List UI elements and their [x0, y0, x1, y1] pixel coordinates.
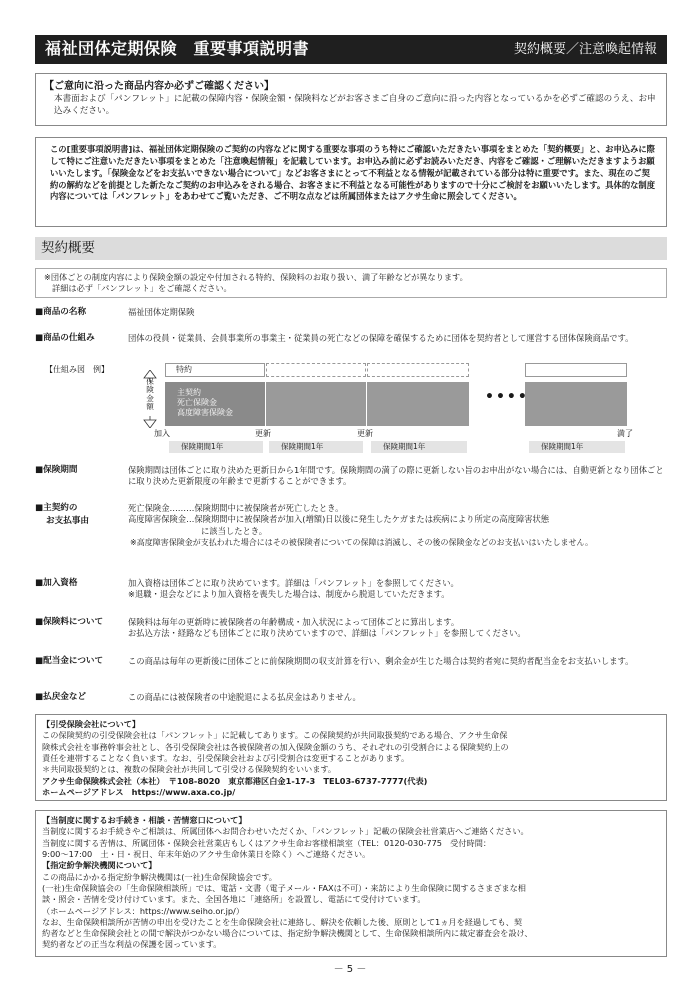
eligibility-body [128, 578, 668, 601]
diagram-label: 【仕組み図 例】 [45, 365, 109, 374]
rider-segment-renewal-2 [367, 363, 469, 377]
main-contract-disability-line-cont: に該当したとき。 [201, 525, 268, 536]
main-contract-death-line: 死亡保険金………保険期間中に被保険者が死亡したとき。 [128, 503, 344, 513]
dispute-line-1: この商品にかかる指定紛争解決機関は(一社)生命保険協会です。 [42, 871, 277, 882]
procedure-heading: 【当制度に関するお手続き・相談・苦情窓口について】 [42, 815, 247, 825]
mechanism-label: ■商品の仕組み [35, 333, 95, 343]
underwriter-line-1: この保険契約の引受保険会社は「パンフレット」に記載してあります。この保険契約が共同取扱契約である場合、アクサ生命保 [42, 730, 508, 741]
underwriter-heading: 【引受保険会社について】 [42, 719, 141, 729]
tick-expire: 満了 [617, 429, 633, 438]
period-label: ■保険期間 [35, 465, 78, 475]
dispute-line-4[interactable]: （ホームページアドレス：https://www.seiho.or.jp/） [42, 905, 245, 916]
page-number: － 5 － [333, 964, 367, 975]
period-bar-1: 保険期間1年 [169, 441, 263, 453]
dispute-line-3: 談・照会・苦情を受け付けています。また、全国各地に「連絡所」を設置し、電話にて受付けています。 [42, 894, 426, 905]
top-note-box [35, 268, 667, 298]
rider-segment-renewal-1 [266, 363, 366, 377]
period-bar-3: 保険期間1年 [371, 441, 467, 453]
premium-line-2: お払込方法・経路なども団体ごとに取り決めていますので、詳細は「パンフレット」を参照してください。 [128, 628, 526, 639]
main-contract-label-1: ■主契約の [35, 503, 78, 513]
tick-join: 加入 [154, 429, 170, 438]
eligibility-line-2: ※退職・退会などにより加入資格を喪失した場合は、制度から脱退していただきます。 [128, 589, 450, 600]
underwriter-line-3: 責任を連帯することなく負います。なお、引受保険会社および引受割合は変更することがあります。 [42, 752, 410, 763]
premium-line-1: 保険料は毎年の更新時に被保険者の年齢構成・加入状況によって団体ごとに算出します。 [128, 617, 460, 627]
main-contract-block-renewal-1 [266, 382, 366, 426]
intro-box [35, 137, 667, 227]
tick-renew-2: 更新 [357, 429, 373, 438]
dispute-line-2: (一社)生命保険協会の「生命保険相談所」では、電話・文書（電子メール・FAXは不可）・来訪により生命保険に関するさまざまな相 [42, 882, 526, 893]
procedure-line-1: 当制度に関するお手続きやご相談は、所属団体へお問合わせいただくか、「パンフレット」記載の保険会社営業店へご連絡ください。 [42, 826, 529, 837]
eligibility-label: ■加入資格 [35, 578, 78, 588]
intent-confirmation-heading: 【ご意向に沿った商品内容か必ずご確認ください】 [44, 81, 274, 92]
underwriter-line-2: 険株式会社を事務幹事会社とし、各引受保険会社は各被保険者の加入保険金額のうち、それぞれの引受割合による保険契約上の [42, 741, 509, 752]
main-contract-line-3: 高度障害保険金 [177, 408, 233, 417]
coverage-axis-label: 保険金額 [146, 377, 154, 412]
dispute-line-7: 契約者などの正当な利益の保護を図っています。 [42, 939, 222, 950]
tick-renew-1: 更新 [255, 429, 271, 438]
product-name-value: 福祉団体定期保険 [128, 307, 195, 317]
document-title: 福祉団体定期保険 重要事項説明書 [45, 39, 310, 58]
main-contract-body [128, 503, 668, 548]
document-subtitle: 契約概要／注意喚起情報 [513, 42, 657, 57]
mechanism-diagram [35, 358, 667, 458]
section-title: 契約概要 [41, 240, 95, 256]
dispute-line-6: 約者などと生命保険会社との間で解決がつかない場合については、指定紛争解決機関として、生命保険相談所内に裁定審査会を設け、 [42, 928, 533, 939]
rider-segment [165, 363, 265, 377]
main-contract-label-2: お支払事由 [46, 516, 89, 526]
underwriter-box [35, 714, 667, 801]
main-contract-disability-line: 高度障害保険金…保険期間中に被保険者が加入(増額)日以後に発生したケガまたは疾病により所定の高度障害状態 [128, 514, 550, 525]
premium-body [128, 617, 668, 640]
intro-text: この[重要事項説明書]は、福祉団体定期保険のご契約の内容などに関する重要な事項のうち特にご確認いただきたい事項をまとめた「契約概要」と、お申込みに際して特にご注意いただきたい事項をまとめた「注意喚起情報」を記載しています。お申込み前に必ずお読みいただき、内容をご確認・ご理解いただきますようお願いいたします。「保険金などをお支払いできない場合について」などお客さまにとって不利益となる情報が記載されている部分は特に重要です。また、現在のご契約の解約などを前提とした新たなご契約のお申込みをされる場合、お客さまに不利益となる可能性がありますので十分にご検討をお願いいたします。具体的な制度内容については「パンフレット」をあわせてご覧いただき、ご不明な点などは所属団体またはアクサ生命に照会してください。 [50, 144, 656, 202]
top-note-line2: 詳細は必ず「パンフレット」をご確認ください。 [52, 283, 232, 294]
dividend-body: この商品は毎年の更新後に団体ごとに前保険期間の収支計算を行い、剰余金が生じた場合は契約者宛に契約者配当金をお支払いします。 [128, 656, 634, 666]
section-header-contract-overview [35, 237, 667, 260]
period-body: 保険期間は団体ごとに取り決めた更新日から1年間です。保険期間の満了の際に更新しない旨のお申出がない場合には、自動更新となり団体ごとに取り決めた更新限度の年齢まで更新することができます。 [128, 465, 664, 487]
underwriter-line-4: ＊共同取扱契約とは、複数の保険会社が共同して引受ける保険契約をいいます。 [42, 764, 337, 775]
period-bar-4: 保険期間1年 [529, 441, 625, 453]
mechanism-body: 団体の役員・従業員、会員事業所の事業主・従業員の死亡などの保障を確保するために団体を契約者として運営する団体保険商品です。 [128, 333, 634, 343]
main-contract-line-1: 主契約 [177, 388, 201, 397]
procedure-box [35, 810, 667, 957]
page-header [35, 35, 667, 64]
period-bar-2: 保険期間1年 [269, 441, 363, 453]
rider-segment-final [525, 363, 627, 377]
procedure-line-3: 9:00〜17:00 土・日・祝日、年末年始のアクサ生命休業日を除く）へご連絡ください。 [42, 848, 371, 859]
top-note-line1: ※団体ごとの制度内容により保険金額の設定や付加される特約、保険料のお取り扱い、満了年齢などが異なります。 [44, 272, 468, 282]
premium-label: ■保険料について [35, 617, 104, 627]
refund-body: この商品には被保険者の中途脱退による払戻金はありません。 [128, 692, 361, 702]
main-contract-line-2: 死亡保険金 [177, 398, 217, 407]
underwriter-company: アクサ生命保険株式会社（本社） 〒108-8020 東京都港区白金1-17-3 TEL03-6737-7777(代表) [42, 775, 428, 786]
refund-label: ■払戻金など [35, 692, 87, 702]
intent-confirmation-body: 本書面および「パンフレット」に記載の保障内容・保険金額・保険料などがお客さまご自身のご意向に沿った内容となっているかを必ずご確認のうえ、お申込みください。 [54, 93, 656, 116]
eligibility-line-1: 加入資格は団体ごとに取り決めています。詳細は「パンフレット」を参照してください。 [128, 578, 459, 588]
product-name-label: ■商品の名称 [35, 307, 87, 317]
procedure-line-2: 当制度に関する苦情は、所属団体・保険会社営業店もしくはアクサ生命お客様相談室（TEL：0120-030-775 受付時間： [42, 837, 492, 848]
underwriter-homepage[interactable]: ホームページアドレス https://www.axa.co.jp/ [42, 786, 236, 797]
rider-label: 特約 [176, 365, 192, 374]
continuation-dots: •••• [485, 389, 529, 405]
intent-confirmation-box [35, 73, 667, 126]
main-contract-block-renewal-2 [367, 382, 469, 426]
dividend-label: ■配当金について [35, 656, 104, 666]
dispute-line-5: なお、生命保険相談所が苦情の申出を受けたことを生命保険会社に連絡し、解決を依頼した後、原則として1ヵ月を経過しても、契 [42, 916, 523, 927]
dispute-heading: 【指定紛争解決機関について】 [42, 860, 157, 871]
main-contract-note: ※高度障害保険金が支払われた場合にはその被保険者についての保障は消滅し、その後の保険金などのお支払いはいたしません。 [130, 538, 594, 548]
main-contract-text [177, 388, 233, 418]
main-contract-block-final [525, 382, 627, 426]
